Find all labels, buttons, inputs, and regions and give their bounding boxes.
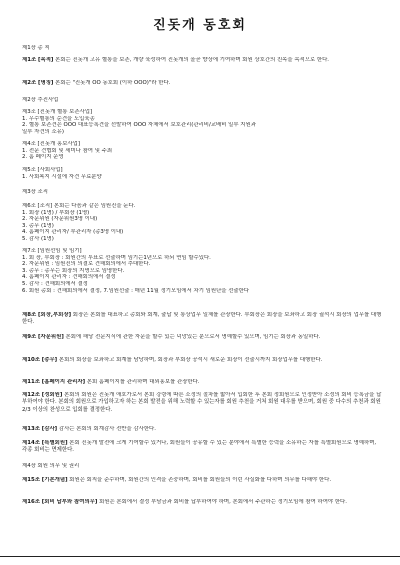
page-bottom-divider xyxy=(0,556,400,557)
article-3-item: 1. 우수혈통의 순견을 도입육종 xyxy=(22,115,95,122)
article-8-label: 제8조 [회장,부회장] xyxy=(22,312,72,318)
chapter-1-heading: 제1장 총 칙 xyxy=(22,45,50,51)
article-10-text: 본회의 회장을 보좌하고 회계를 담당하며, 회장과 부회장 공석시 새로운 회장이 선출시까지 회장업무를 대행한다. xyxy=(58,357,323,363)
article-6-text: 본회는 다음과 같은 임원진을 둔다. xyxy=(53,203,136,209)
article-7-item: 2. 자문위원 : 임원진의 의결로 견해회의에서 추대한다. xyxy=(22,261,151,268)
article-5-label: 제5조 [사회사업] xyxy=(22,167,63,173)
article-6-item: 3. 총무 (1명) xyxy=(22,222,54,229)
article-7-item: 1. 회 장, 부회장 : 회원간의 투표로 선출하며 임기는1년으로 하되 연임 할수있다. xyxy=(22,254,211,261)
article-3-item: 2. 혈통 보존견은 OOO 대표등록견을 선발하여 OOO 자체에서 보호관리(관리비/교배비 일부 지원과 xyxy=(22,122,256,129)
article-11 xyxy=(22,379,382,386)
article-3-label: 제3조 [진돗개 혈통 보존사업] xyxy=(22,109,93,115)
article-15-text: 회원은 회칙을 준수하며, 회원간의 인격을 존중하며, 회비를 회원들의 이런 사실화를 다하며 의무를 다해야 한다. xyxy=(69,477,332,483)
article-8-text: 회장은 본회를 대표하고 총회와 회계, 출납 및 통상업무 일체를 관장한다. 부회장은 회장을 보좌하고 회장 궐석시 회장의 업무를 대행한다. xyxy=(22,312,382,326)
chapter-4-heading: 제4장 회원 의무 및 권리 xyxy=(22,463,80,469)
article-15 xyxy=(22,477,382,484)
article-6-item: 4. 홈페이지 관리자/ 부관리자 (총3명 이내) xyxy=(22,229,124,236)
article-5 xyxy=(22,167,382,180)
article-5-item: 1. 사회복지 시설에 자견 무료분양 xyxy=(22,173,102,180)
article-16 xyxy=(22,499,382,506)
article-9 xyxy=(22,334,382,341)
article-7 xyxy=(22,248,382,294)
article-11-text: 본회 홈페이지를 관리하며 대외홍보를 관장한다. xyxy=(86,379,200,385)
document-title: 진돗개 동호회 xyxy=(153,18,247,33)
article-13-text: 감사는 본회의 회계감사 전반을 감사한다. xyxy=(58,426,156,432)
article-13 xyxy=(22,426,382,433)
article-14 xyxy=(22,440,382,455)
article-4-item: 2. 홈 페이지 운영 xyxy=(22,154,64,161)
article-9-label: 제9조 [자문위원] xyxy=(22,334,64,340)
article-13-label: 제13조 [감사] xyxy=(22,426,58,432)
article-2-label: 제2조 [명칭] xyxy=(22,80,54,86)
article-16-text: 회원은 본회에서 결정 부담금과 회비를 납부하여야 하며, 본회에서 주관하는 정기모임에 참여 하여야 한다. xyxy=(99,499,347,505)
article-10-label: 제10조 [총무] xyxy=(22,357,58,363)
article-4-label: 제4조 [진돗개 홍보사업] xyxy=(22,141,80,147)
article-7-label: 제7조 [임원선임 및 임기] xyxy=(22,248,82,254)
article-4 xyxy=(22,141,382,161)
article-12-text: 본회의 회원은 진돗개 애호가로서 본회 강령에 따른 소정의 절차를 밟아서 입회한 후 본회 정회원으로 인정받아 소정의 회비 등록금을 납부하여야 한다. 본회의 회원으로 가입하고자 하는 본회 발전을 위해 노력할 수 있는자를 회원 추천을 거쳐 회원 대우를 받으며, 회원 중 다수의 추천과 회원 2/3 이상의 찬성으로 입회를 결정한다. xyxy=(22,392,382,413)
article-6-label: 제6조 [조직] xyxy=(22,203,53,209)
article-3-item: 일부 자견의 소유) xyxy=(22,128,64,135)
article-10 xyxy=(22,357,382,364)
article-7-item: 4. 홈페이지 관리자 : 견해회의에서 결정 xyxy=(22,274,116,281)
article-8 xyxy=(22,312,382,327)
article-6-item: 1. 회장 (1명) / 부회장 (1명) xyxy=(22,209,90,216)
article-12 xyxy=(22,392,382,414)
chapter-2-heading: 제2장 추진사업 xyxy=(22,97,59,103)
article-11-label: 제11조 [홈페이지 관리자] xyxy=(22,379,86,385)
article-7-item: 6. 회원 총회 : 견해회의에서 결정, 7.임원선출 : 매년 11월 정기모임에서 차기 임원단을 선출한다 xyxy=(22,287,250,294)
article-1 xyxy=(22,57,382,64)
article-6 xyxy=(22,203,382,243)
article-2-text: 본회는 "진돗개 OO 동호회 (이하 OOO)"라 한다. xyxy=(55,80,171,86)
article-3 xyxy=(22,109,382,135)
article-2 xyxy=(22,80,382,87)
article-15-label: 제15조 [기본개념] xyxy=(22,477,68,483)
article-6-item: 2. 자문위원 (자문위원3명 이내) xyxy=(22,216,98,223)
article-4-item: 1. 전문 견협회 및 세미나 참여 및 주최 xyxy=(22,147,113,154)
article-14-text: 본회 진돗개 발전에 크게 기여할수 있거나, 회원들이 공유할 수 있는 분야에서 특별한 능력을 소유하는 자를 특별회원으로 명예하며, 각종 회비는 면제한다. xyxy=(22,440,377,454)
article-7-item: 5. 감사 : 견해회의에서 결정 xyxy=(22,280,88,287)
article-9-text: 본회에 해당 전문지식에 관한 자문을 할수 있는 덕망있는 분으로서 명예할수 있으며, 임기는 회장과 동일하다. xyxy=(65,334,321,340)
article-1-label: 제1조 [목적] xyxy=(22,57,54,63)
article-16-label: 제16조 [회비 납부와 참여의무] xyxy=(22,499,98,505)
article-6-item: 5. 감사 (1명) xyxy=(22,235,54,242)
chapter-3-heading: 제3장 조직 xyxy=(22,189,48,195)
article-14-label: 제14조 [특별회원] xyxy=(22,440,68,446)
article-1-text: 본회는 진돗개 고유 혈통을 보존, 개량 육성하여 진돗개의 올곧 향상에 기여하며 회원 상호간의 친목을 목적으로 한다. xyxy=(55,57,329,63)
article-7-item: 3. 총무 : 총무는 회장의 지명으로 임명한다. xyxy=(22,267,125,274)
article-12-label: 제12조 [정회원] xyxy=(22,392,63,398)
